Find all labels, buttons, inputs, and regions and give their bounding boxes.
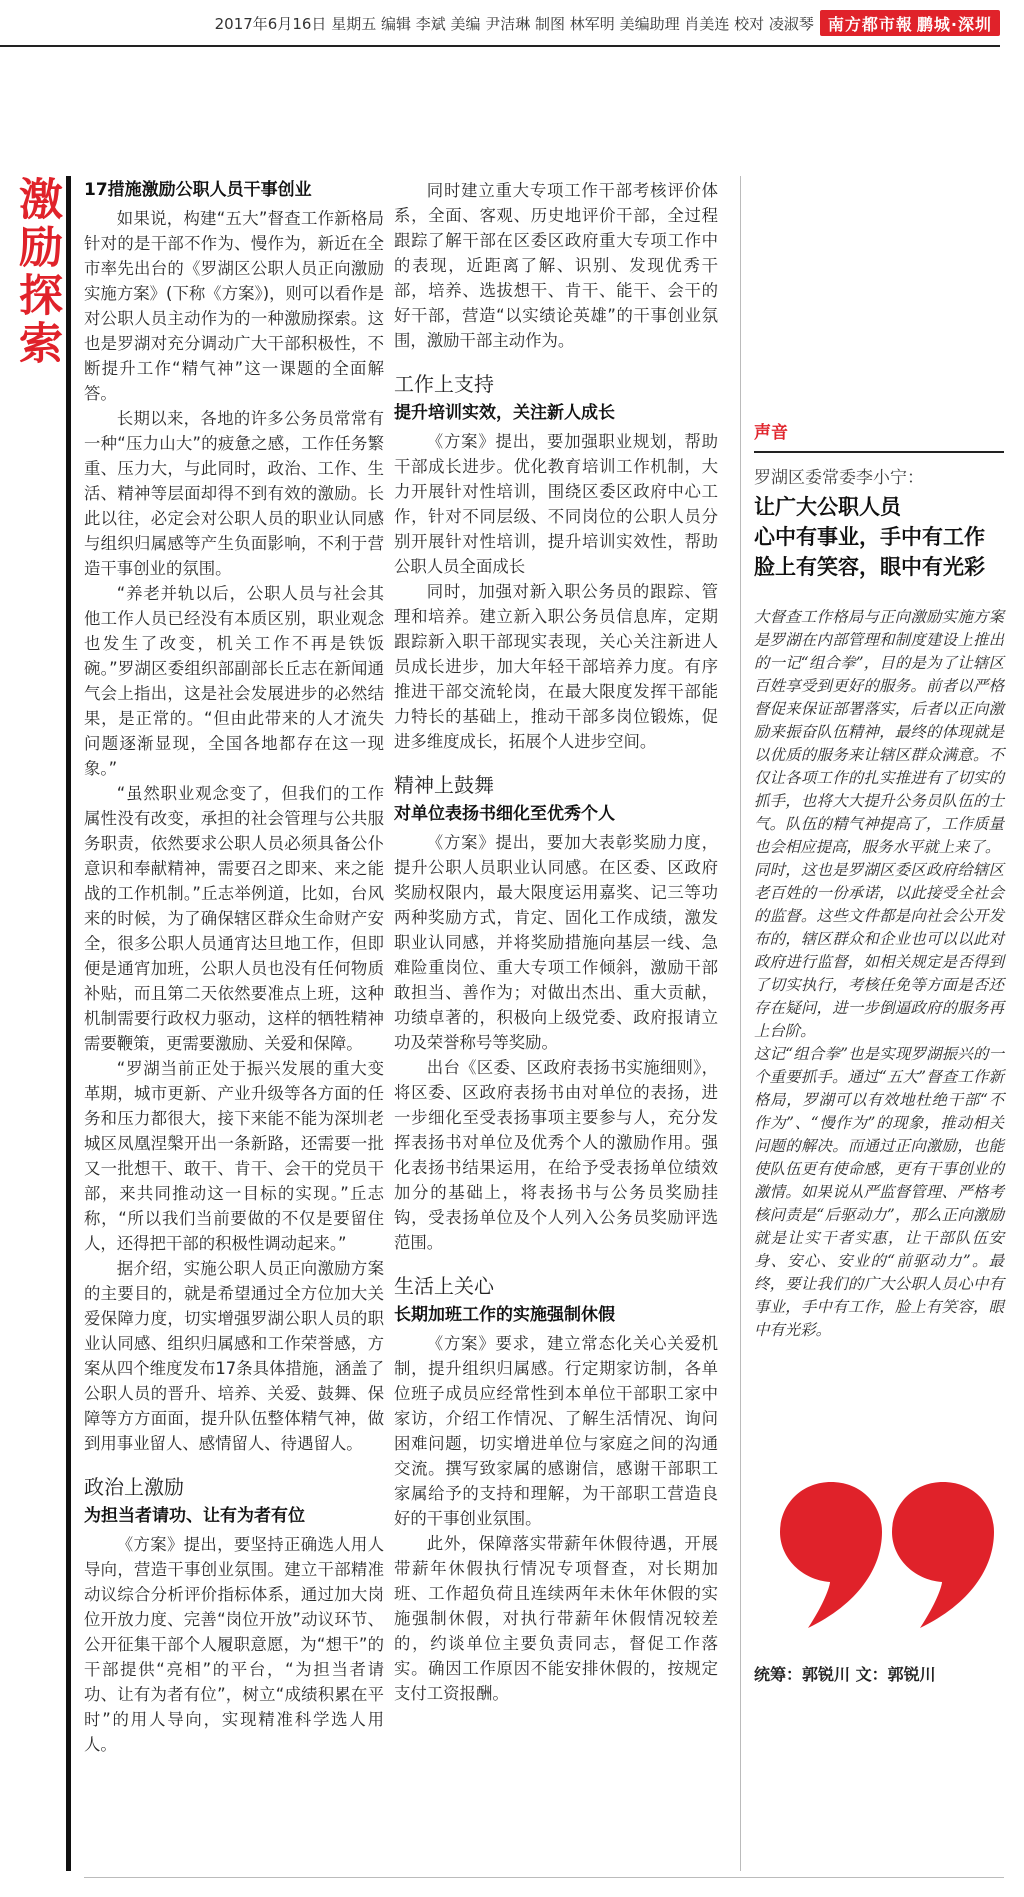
article-paragraph: 同时建立重大专项工作干部考核评价体系，全面、客观、历史地评价干部，全过程跟踪了解干部在区委区政府重大专项工作中的表现，近距离了解、识别、发现优秀干部，培养、选拔想干、肯干、能干、会干的好干部，营造“以实绩论英雄”的干事创业氛围，激励干部主动作为。 bbox=[394, 181, 718, 350]
logo-text: 南方都市報 bbox=[827, 14, 913, 34]
newspaper-logo bbox=[820, 10, 1000, 36]
voice-paragraph: 这记“组合拳”也是实现罗湖振兴的一个重要抓手。通过“五大”督查工作新格局，罗湖可以有效地杜绝干部“不作为”、“慢作为”的现象，推动相关问题的解决。而通过正向激励，也能使队伍更有使命感，更有干事创业的激情。如果说从严监督管理、严格考核问责是“后驱动力”，那么正向激励就是让实干者实惠，让干部队伍安身、安心、安业的“前驱动力”。最终，要让我们的广大公职人员心中有事业，手中有工作，脸上有笑容，眼中有光彩。 bbox=[754, 1045, 1004, 1339]
section-title: 政治上激励 bbox=[84, 1475, 184, 1499]
section-subtitle: 对单位表扬书细化至优秀个人 bbox=[394, 804, 615, 824]
article-column-1 bbox=[84, 178, 384, 1757]
article-paragraph: “虽然职业观念变了，但我们的工作属性没有改变，承担的社会管理与公共服务职责，依然要求公职人员必须具备公仆意识和奉献精神，需要召之即来、来之能战的工作机制。”丘志举例道，比如，台风来的时候，为了确保辖区群众生命财产安全，很多公职人员通宵达旦地工作，但即便是通宵加班，公职人员也没有任何物质补贴，而且第二天依然要准点上班，这种机制需要行政权力驱动，这样的牺牲精神需要鞭策，更需要激励、关爱和保障。 bbox=[84, 784, 384, 1053]
voice-paragraph: 同时，这也是罗湖区委区政府给辖区老百姓的一份承诺，以此接受全社会的监督。这些文件都是向社会公开发布的，辖区群众和企业也可以以此对政府进行监督，如相关规定是否得到了切实执行，考核任免等方面是否还存在疑问，进一步倒逼政府的服务再上台阶。 bbox=[754, 861, 1004, 1040]
section-subtitle: 长期加班工作的实施强制休假 bbox=[394, 1305, 615, 1325]
voice-paragraph: 大督查工作格局与正向激励实施方案是罗湖在内部管理和制度建设上推出的一记“组合拳”，目的是为了让辖区百姓享受到更好的服务。前者以严格督促来保证部署落实，后者以正向激励来振奋队伍精神，最终的体现就是以优质的服务来让辖区群众满意。不仅让各项工作的扎实推进有了切实的抓手，也将大大提升公务员队伍的士气。队伍的精气神提高了，工作质量也会相应提高，服务水平就上来了。 bbox=[754, 608, 1004, 856]
voice-body bbox=[754, 606, 1004, 1342]
section-title: 生活上关心 bbox=[394, 1274, 494, 1298]
header-meta: 2017年6月16日 星期五 编辑 李斌 美编 尹洁琳 制图 林军明 美编助理 肖美连 校对 凌淑琴 bbox=[214, 14, 814, 33]
column-divider bbox=[740, 176, 741, 1871]
section-title: 工作上支持 bbox=[394, 372, 494, 396]
bottom-rule bbox=[84, 1877, 1004, 1878]
article-paragraph: 长期以来，各地的许多公务员常常有一种“压力山大”的疲惫之感，工作任务繁重、压力大，与此同时，政治、工作、生活、精神等层面却得不到有效的激励。长此以往，必定会对公职人员的职业认同感与组织归属感等产生负面影响，不利于营造干事创业的氛围。 bbox=[84, 409, 384, 578]
article-paragraph: 《方案》提出，要加强职业规划，帮助干部成长进步。优化教育培训工作机制，大力开展针对性培训，围绕区委区政府中心工作，针对不同层级、不同岗位的公职人员分别开展针对性培训，提升培训实效性，帮助公职人员全面成长 bbox=[394, 432, 718, 576]
section-label: 激励探索 bbox=[11, 176, 62, 368]
page-header bbox=[0, 0, 1024, 46]
section-subtitle: 提升培训实效，关注新人成长 bbox=[394, 403, 615, 423]
article-headline: 17措施激励公职人员干事创业 bbox=[84, 180, 312, 200]
article-paragraph: 《方案》提出，要坚持正确选人用人导向，营造干事创业氛围。建立干部精准动议综合分析评价指标体系，通过加大岗位开放力度、完善“岗位开放”动议环节、公开征集干部个人履职意愿，为“想干”的干部提供“亮相”的平台，“为担当者请功、让有为者有位”，树立“成绩积累在平时”的用人导向，实现精准科学选人用人。 bbox=[84, 1535, 384, 1754]
article-paragraph: 如果说，构建“五大”督查工作新格局针对的是干部不作为、慢作为，新近在全市率先出台的《罗湖区公职人员正向激励实施方案》(下称《方案》)，则可以看作是对公职人员主动作为的一种激励探索。这也是罗湖对充分调动广大干部积极性，不断提升工作“精气神”这一课题的全面解答。 bbox=[84, 209, 384, 403]
logo-subtext: 鹏城·深圳 bbox=[916, 14, 992, 34]
article-paragraph: 据介绍，实施公职人员正向激励方案的主要目的，就是希望通过全方位加大关爱保障力度，切实增强罗湖公职人员的职业认同感、组织归属感和工作荣誉感，方案从四个维度发布17条具体措施，涵盖了公职人员的晋升、培养、关爱、鼓舞、保障等方方面面，提升队伍整体精气神，做到用事业留人、感情留人、待遇留人。 bbox=[84, 1259, 384, 1453]
quote-mark-icon bbox=[890, 1480, 996, 1630]
voice-headline-line: 让广大公职人员 bbox=[754, 495, 901, 519]
voice-rule bbox=[754, 451, 1004, 453]
voice-headline-line: 心中有事业，手中有工作 bbox=[754, 525, 985, 549]
article-paragraph: “罗湖当前正处于振兴发展的重大变革期，城市更新、产业升级等各方面的任务和压力都很大，接下来能不能为深圳老城区凤凰涅槃开出一条新路，还需要一批又一批想干、敢干、肯干、会干的党员干部，来共同推动这一目标的实现。”丘志称，“所以我们当前要做的不仅是要留住人，还得把干部的积极性调动起来。” bbox=[84, 1059, 384, 1253]
article-paragraph: 同时，加强对新入职公务员的跟踪、管理和培养。建立新入职公务员信息库，定期跟踪新入职干部现实表现，关心关注新进人员成长进步，加大年轻干部培养力度。有序推进干部交流轮岗，在最大限度发挥干部能力特长的基础上，推动干部多岗位锻炼，促进多维度成长，拓展个人进步空间。 bbox=[394, 582, 718, 751]
article-paragraph: 出台《区委、区政府表扬书实施细则》，将区委、区政府表扬书由对单位的表扬，进一步细化至受表扬事项主要参与人，充分发挥表扬书对单位及优秀个人的激励作用。强化表扬书结果运用，在给予受表扬单位绩效加分的基础上，将表扬书与公务员奖励挂钩，受表扬单位及个人列入公务员奖励评选范围。 bbox=[394, 1058, 718, 1252]
header-rule bbox=[0, 45, 1000, 47]
quote-mark-icon bbox=[778, 1480, 884, 1630]
credits: 统筹：郭锐川 文：郭锐川 bbox=[754, 1665, 936, 1684]
voice-label: 声音 bbox=[754, 423, 788, 443]
article-paragraph: 《方案》提出，要加大表彰奖励力度，提升公职人员职业认同感。在区委、区政府奖励权限内，最大限度运用嘉奖、记三等功两种奖励方式，肯定、固化工作成绩，激发职业认同感，并将奖励措施向基层一线、急难险重岗位、重大专项工作倾斜，激励干部敢担当、善作为；对做出杰出、重大贡献，功绩卓著的，积极向上级党委、政府报请立功及荣誉称号等奖励。 bbox=[394, 833, 718, 1052]
article-paragraph: 《方案》要求，建立常态化关心关爱机制，提升组织归属感。行定期家访制，各单位班子成员应经常性到本单位干部职工家中家访，介绍工作情况、了解生活情况、询问困难问题，切实增进单位与家庭之间的沟通交流。撰写致家属的感谢信，感谢干部职工家属给予的支持和理解，为干部职工营造良好的干事创业氛围。 bbox=[394, 1334, 718, 1528]
article-paragraph: 此外，保障落实带薪年休假待遇，开展带薪年休假执行情况专项督查，对长期加班、工作超负荷且连续两年未休年休假的实施强制休假，对执行带薪年休假情况较差的，约谈单位主要负责同志，督促工作落实。确因工作原因不能安排休假的，按规定支付工资报酬。 bbox=[394, 1534, 718, 1703]
voice-sidebar bbox=[754, 418, 1004, 1342]
section-rule bbox=[66, 176, 71, 1871]
voice-headline bbox=[754, 492, 1004, 582]
section-subtitle: 为担当者请功、让有为者有位 bbox=[84, 1506, 305, 1526]
voice-headline-line: 脸上有笑容，眼中有光彩 bbox=[754, 555, 985, 579]
voice-speaker: 罗湖区委常委李小宁： bbox=[754, 468, 924, 488]
article-paragraph: “养老并轨以后，公职人员与社会其他工作人员已经没有本质区别，职业观念也发生了改变，机关工作不再是铁饭碗。”罗湖区委组织部副部长丘志在新闻通气会上指出，这是社会发展进步的必然结果，是正常的。“但由此带来的人才流失问题逐渐显现，全国各地都存在这一现象。” bbox=[84, 584, 384, 778]
section-title: 精神上鼓舞 bbox=[394, 773, 494, 797]
article-column-2 bbox=[394, 178, 718, 1706]
